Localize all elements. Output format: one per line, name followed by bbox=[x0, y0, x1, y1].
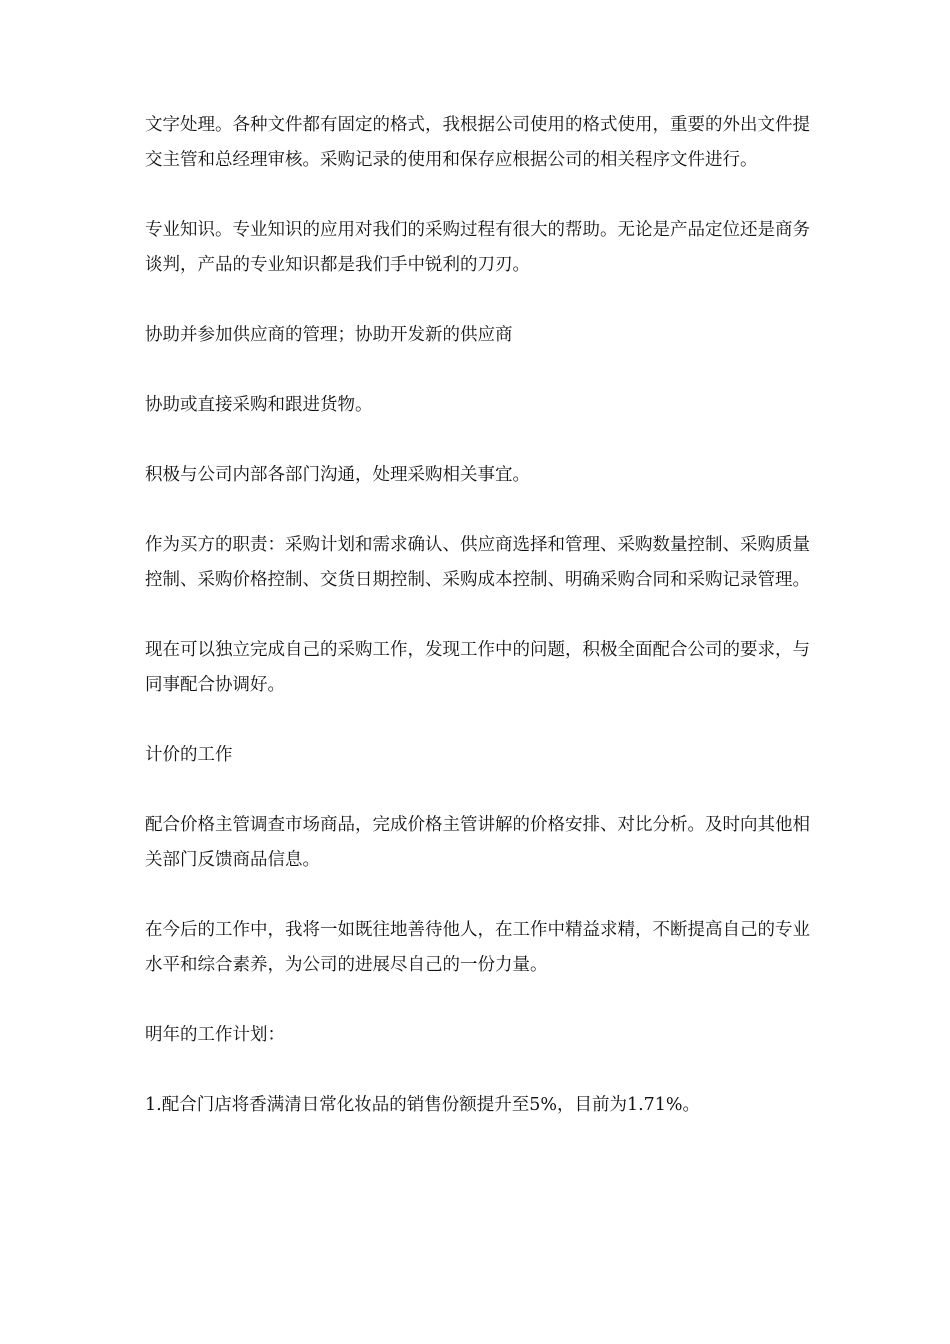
paragraph-text-processing: 文字处理。各种文件都有固定的格式，我根据公司使用的格式使用，重要的外出文件提交主管和总经理审核。采购记录的使用和保存应根据公司的相关程序文件进行。 bbox=[145, 115, 810, 170]
paragraph-internal-communication: 积极与公司内部各部门沟通，处理采购相关事宜。 bbox=[145, 465, 530, 485]
plan-item-1: 1.配合门店将香满清日常化妆品的销售份额提升至5%，目前为1.71%。 bbox=[145, 1095, 701, 1115]
section-heading-next-year-plan: 明年的工作计划： bbox=[145, 1025, 285, 1045]
document-body bbox=[145, 108, 810, 1158]
paragraph-purchasing-followup: 协助或直接采购和跟进货物。 bbox=[145, 395, 373, 415]
paragraph-independent-work: 现在可以独立完成自己的采购工作，发现工作中的问题，积极全面配合公司的要求，与同事配合协调好。 bbox=[145, 640, 810, 695]
section-heading-pricing-work: 计价的工作 bbox=[145, 745, 233, 765]
paragraph-future-commitment: 在今后的工作中，我将一如既往地善待他人，在工作中精益求精，不断提高自己的专业水平和综合素养，为公司的进展尽自己的一份力量。 bbox=[145, 920, 810, 975]
paragraph-supplier-management: 协助并参加供应商的管理；协助开发新的供应商 bbox=[145, 325, 513, 345]
paragraph-buyer-duties: 作为买方的职责：采购计划和需求确认、供应商选择和管理、采购数量控制、采购质量控制、采购价格控制、交货日期控制、采购成本控制、明确采购合同和采购记录管理。 bbox=[145, 535, 810, 590]
paragraph-price-investigation: 配合价格主管调查市场商品，完成价格主管讲解的价格安排、对比分析。及时向其他相关部门反馈商品信息。 bbox=[145, 815, 810, 870]
paragraph-professional-knowledge: 专业知识。专业知识的应用对我们的采购过程有很大的帮助。无论是产品定位还是商务谈判，产品的专业知识都是我们手中锐利的刀刃。 bbox=[145, 220, 810, 275]
